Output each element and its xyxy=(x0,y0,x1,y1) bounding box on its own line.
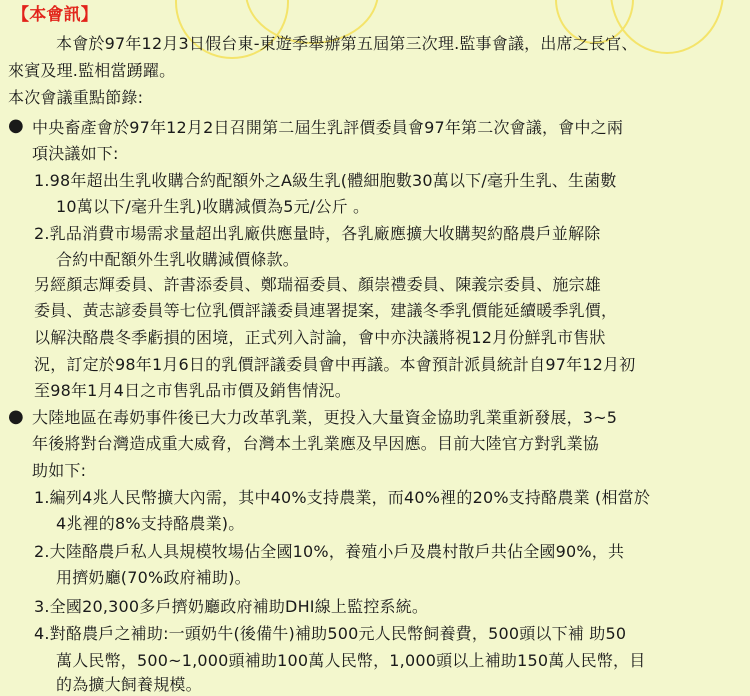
paragraph-line: 以解決酪農冬季虧損的困境，正式列入討論，會中亦決議將視12月份鮮乳市售狀 xyxy=(34,328,606,347)
intro-line: 來賓及理.監相當踴躍。 xyxy=(8,61,176,80)
list-item: 萬人民幣，500~1,000頭補助100萬人民幣，1,000頭以上補助150萬人民幣，目 xyxy=(56,651,646,670)
bullet-text: 項決議如下: xyxy=(32,144,119,163)
intro-line: 本會於97年12月3日假台東-東遊季舉辦第五屆第三次理.監事會議，出席之長官、 xyxy=(56,34,638,53)
bullet-dot: ● xyxy=(8,406,24,427)
list-item: 10萬以下/毫升生乳)收購減價為5元/公斤 。 xyxy=(56,197,370,216)
list-item: 2.大陸酪農戶私人具規模牧場佔全國10%，養殖小戶及農村散戶共佔全國90%，共 xyxy=(34,542,625,561)
list-item: 1.98年超出生乳收購合約配額外之A級生乳(體細胞數30萬以下/毫升生乳、生菌數 xyxy=(34,171,617,190)
intro-line: 本次會議重點節錄: xyxy=(8,88,144,107)
bullet-text: 助如下: xyxy=(32,461,87,480)
bullet-text: 大陸地區在毒奶事件後已大力改革乳業，更投入大量資金協助乳業重新發展，3~5 xyxy=(32,408,618,427)
paragraph-line: 況，訂定於98年1月6日的乳價評議委員會中再議。本會預計派員統計自97年12月初 xyxy=(34,355,636,374)
paragraph-line: 委員、黃志諺委員等七位乳價評議委員連署提案，建議冬季乳價能延續暖季乳價， xyxy=(34,301,618,320)
list-item: 2.乳品消費市場需求量超出乳廠供應量時，各乳廠應擴大收購契約酪農戶並解除 xyxy=(34,224,601,243)
paragraph-line: 另經顏志輝委員、許書添委員、鄭瑞福委員、顏崇禮委員、陳義宗委員、施宗雄 xyxy=(34,275,602,294)
list-item: 4兆裡的8%支持酪農業)。 xyxy=(56,514,245,533)
bullet-text: 中央畜產會於97年12月2日召開第二屆生乳評價委員會97年第二次會議，會中之兩 xyxy=(32,118,624,137)
list-item: 合約中配額外生乳收購減價條款。 xyxy=(56,250,300,269)
section-title: 【本會訊】 xyxy=(12,5,98,25)
list-item: 3.全國20,300多戶擠奶廳政府補助DHI線上監控系統。 xyxy=(34,597,429,616)
bullet-dot: ● xyxy=(8,115,24,136)
list-item: 的為擴大飼養規模。 xyxy=(56,675,202,694)
list-item: 4.對酪農戶之補助:一頭奶牛(後備牛)補助500元人民幣飼養費，500頭以下補 助50 xyxy=(34,624,627,643)
bullet-text: 年後將對台灣造成重大威脅，台灣本土乳業應及早因應。目前大陸官方對乳業協 xyxy=(32,434,600,453)
paragraph-line: 至98年1月4日之市售乳品市價及銷售情況。 xyxy=(34,381,351,400)
list-item: 用擠奶廳(70%政府補助)。 xyxy=(56,568,251,587)
list-item: 1.編列4兆人民幣擴大內需，其中40%支持農業，而40%裡的20%支持酪農業 (相當於 xyxy=(34,488,651,507)
